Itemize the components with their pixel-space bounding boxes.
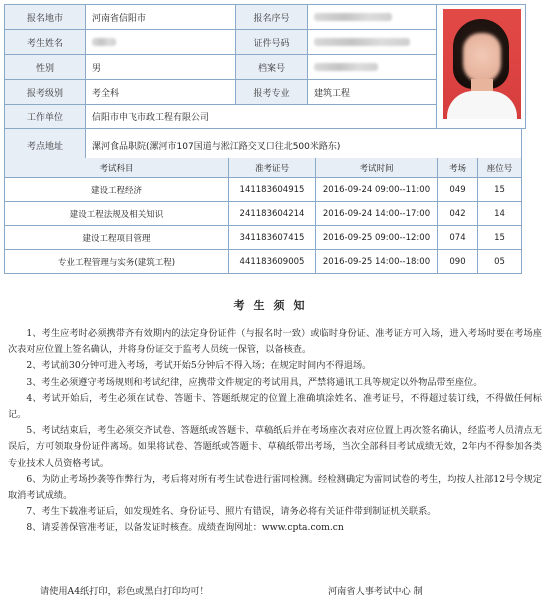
ticket-no-cell: 141183604915 xyxy=(229,178,316,202)
region-value: 河南省信阳市 xyxy=(86,4,236,30)
name-label: 考生姓名 xyxy=(4,30,86,55)
gender-label: 性别 xyxy=(4,55,86,80)
room-cell: 042 xyxy=(438,202,478,226)
reg-no-label: 报名序号 xyxy=(236,4,308,30)
name-value xyxy=(86,30,236,55)
exam-time-cell: 2016-09-24 14:00--17:00 xyxy=(316,202,438,226)
candidate-info-table xyxy=(4,4,522,158)
room-cell: 049 xyxy=(438,178,478,202)
level-value: 考全科 xyxy=(86,80,236,105)
subject-cell: 建设工程项目管理 xyxy=(4,226,229,250)
print-hint: 请使用A4纸打印，彩色或黑白打印均可！ xyxy=(40,586,209,597)
table-row xyxy=(4,226,522,250)
venue-label: 考点地址 xyxy=(4,129,86,162)
file-no-label: 档案号 xyxy=(236,55,308,80)
exam-time-cell: 2016-09-24 09:00--11:00 xyxy=(316,178,438,202)
notice-item: 3、考生必须遵守考场规则和考试纪律，应携带文件规定的考试用具，严禁将通讯工具等规定以外物品带至座位。 xyxy=(26,376,483,388)
venue-value: 漯河食品职院(漯河市107国道与淞江路交叉口往北500米路东) xyxy=(86,129,522,162)
info-row-level xyxy=(4,80,437,105)
table-row xyxy=(4,178,522,202)
issuer: 河南省人事考试中心 制 xyxy=(328,586,423,597)
room-cell: 090 xyxy=(438,250,478,274)
major-value: 建筑工程 xyxy=(308,80,437,105)
info-row-gender xyxy=(4,55,437,80)
subject-cell: 专业工程管理与实务(建筑工程) xyxy=(4,250,229,274)
notice-item: 5、考试结束后，考生必须交齐试卷、答题纸或答题卡、草稿纸后并在考场座次表对应位置上再次签名确认，经监考人员清点无误后，方可领取身份证件离场。如果将试卷、答题纸或答题卡、草稿纸带出考场，当次全部科目考试成绩无效，2年内不得参加各类专业技术人员资格考试。 xyxy=(8,425,542,469)
reg-no-value xyxy=(308,4,437,30)
info-row-region xyxy=(4,4,437,30)
table-row xyxy=(4,202,522,226)
notice-item: 7、考生下载准考证后，如发现姓名、身份证号、照片有错误，请务必将有关证件带到制证机关联系。 xyxy=(26,506,437,518)
gender-value: 男 xyxy=(86,55,236,80)
exam-time-cell: 2016-09-25 14:00--18:00 xyxy=(316,250,438,274)
id-label: 证件号码 xyxy=(236,30,308,55)
level-label: 报考级别 xyxy=(4,80,86,105)
room-cell: 074 xyxy=(438,226,478,250)
subject-cell: 建设工程经济 xyxy=(4,178,229,202)
header-seat: 座位号 xyxy=(478,158,522,178)
region-label: 报名地市 xyxy=(4,4,86,30)
exam-table-header xyxy=(4,158,522,178)
id-value xyxy=(308,30,437,55)
candidate-photo xyxy=(443,9,521,119)
header-ticket-no: 准考证号 xyxy=(229,158,316,178)
info-row-name xyxy=(4,30,437,55)
ticket-no-cell: 341183607415 xyxy=(229,226,316,250)
header-exam-time: 考试时间 xyxy=(316,158,438,178)
seat-cell: 15 xyxy=(478,178,522,202)
table-row xyxy=(4,250,522,274)
photo-cell xyxy=(437,4,526,129)
employer-label: 工作单位 xyxy=(4,105,86,129)
ticket-no-cell: 241183604214 xyxy=(229,202,316,226)
header-subject: 考试科目 xyxy=(4,158,229,178)
notice-item: 4、考试开始后，考生必须在试卷、答题卡、答题纸规定的位置上准确填涂姓名、准考证号，不得超过装订线，不得做任何标记。 xyxy=(8,392,542,421)
notice-title: 考生须知 xyxy=(233,299,314,312)
notice-item: 2、考试前30分钟可进入考场，考试开始5分钟后不得入场；在规定时间内不得退场。 xyxy=(26,360,372,372)
seat-cell: 14 xyxy=(478,202,522,226)
notice-item: 1、考生应考时必须携带齐有效期内的法定身份证件（与报名时一致）或临时身份证、准考证方可入场，进入考场时要在考场座次表对应位置上签名确认，并将身份证交于监考人员统一保管，以备核查。 xyxy=(8,328,542,356)
ticket-no-cell: 441183609005 xyxy=(229,250,316,274)
notice-item: 8、请妥善保管准考证，以备发证时核查。成绩查询网址：www.cpta.com.cn xyxy=(26,522,344,534)
file-no-value xyxy=(308,55,437,80)
notice-item: 6、为防止考场抄袭等作弊行为，考后将对所有考生试卷进行雷同检测。经检测确定为雷同试卷的考生，均按人社部12号令规定取消考试成绩。 xyxy=(8,473,542,502)
footer xyxy=(0,583,547,599)
info-row-employer xyxy=(4,105,437,129)
notice-body xyxy=(8,326,542,537)
exam-schedule-table xyxy=(4,158,522,274)
exam-time-cell: 2016-09-25 09:00--12:00 xyxy=(316,226,438,250)
seat-cell: 15 xyxy=(478,226,522,250)
seat-cell: 05 xyxy=(478,250,522,274)
employer-value: 信阳市申飞市政工程有限公司 xyxy=(86,105,437,129)
subject-cell: 建设工程法规及相关知识 xyxy=(4,202,229,226)
major-label: 报考专业 xyxy=(236,80,308,105)
header-room: 考场 xyxy=(438,158,478,178)
